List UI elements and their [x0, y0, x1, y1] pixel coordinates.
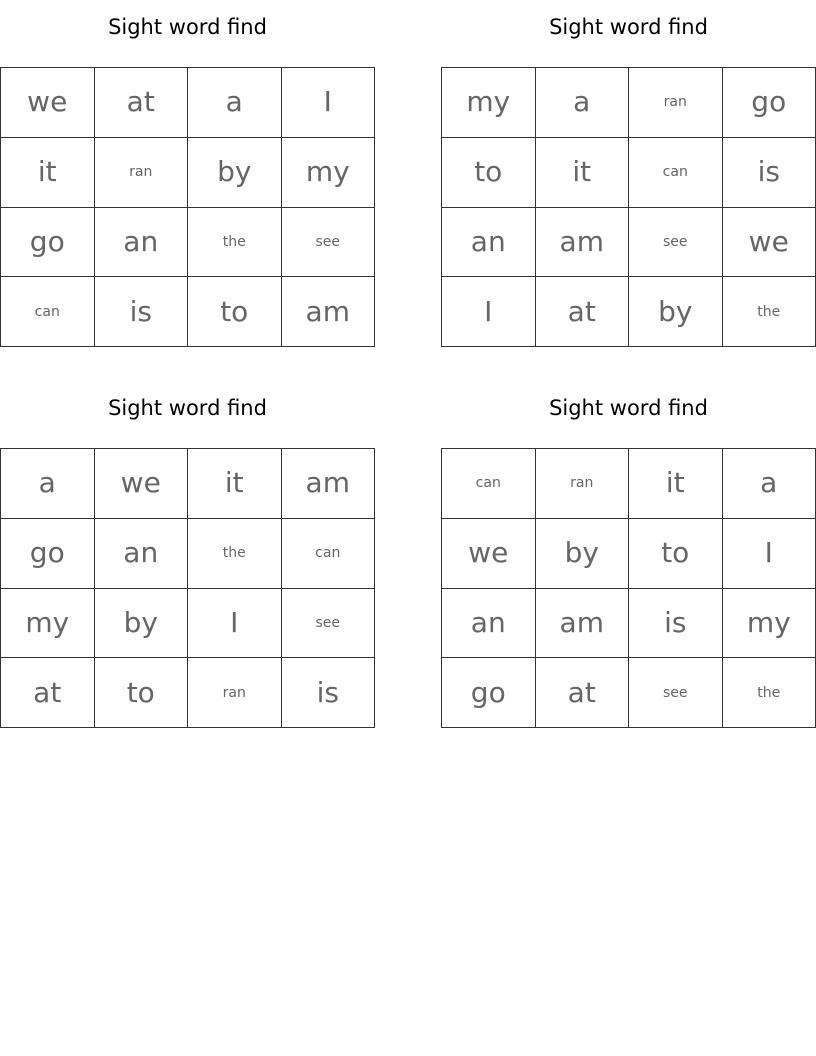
card-title: Sight word find — [108, 396, 267, 420]
word-cell: ran — [629, 68, 723, 138]
word-cell: by — [188, 138, 282, 208]
word-cell: to — [188, 277, 282, 347]
word-cell: we — [723, 208, 816, 278]
word-cell: the — [188, 519, 282, 589]
word-cell: see — [629, 658, 723, 728]
word-cell: go — [442, 658, 536, 728]
word-cell: ran — [536, 449, 630, 519]
word-cell: I — [188, 589, 282, 659]
word-cell: can — [442, 449, 536, 519]
word-cell: it — [629, 449, 723, 519]
word-cell: am — [282, 277, 376, 347]
word-cell: a — [188, 68, 282, 138]
word-cell: we — [95, 449, 189, 519]
word-cell: to — [442, 138, 536, 208]
word-cell: by — [536, 519, 630, 589]
word-cell: a — [1, 449, 95, 519]
word-grid — [0, 448, 375, 728]
word-cell: can — [282, 519, 376, 589]
word-cell: an — [442, 208, 536, 278]
word-cell: see — [629, 208, 723, 278]
word-cell: the — [188, 208, 282, 278]
word-cell: an — [95, 519, 189, 589]
word-cell: my — [282, 138, 376, 208]
word-cell: I — [723, 519, 816, 589]
word-cell: it — [536, 138, 630, 208]
word-cell: is — [282, 658, 376, 728]
word-cell: a — [536, 68, 630, 138]
word-cell: see — [282, 589, 376, 659]
word-cell: ran — [95, 138, 189, 208]
word-grid — [441, 448, 816, 728]
word-cell: I — [282, 68, 376, 138]
word-cell: to — [95, 658, 189, 728]
word-cell: is — [95, 277, 189, 347]
word-cell: go — [1, 208, 95, 278]
word-cell: a — [723, 449, 816, 519]
word-cell: at — [536, 277, 630, 347]
word-cell: at — [95, 68, 189, 138]
word-cell: my — [723, 589, 816, 659]
word-cell: to — [629, 519, 723, 589]
word-cell: by — [629, 277, 723, 347]
word-cell: I — [442, 277, 536, 347]
word-cell: is — [723, 138, 816, 208]
word-cell: see — [282, 208, 376, 278]
word-cell: can — [1, 277, 95, 347]
card-title: Sight word find — [549, 15, 708, 39]
word-grid — [441, 67, 816, 347]
word-cell: an — [95, 208, 189, 278]
word-cell: the — [723, 658, 816, 728]
word-cell: go — [723, 68, 816, 138]
word-grid — [0, 67, 375, 347]
word-cell: at — [536, 658, 630, 728]
word-cell: it — [1, 138, 95, 208]
word-cell: is — [629, 589, 723, 659]
word-cell: my — [1, 589, 95, 659]
word-cell: can — [629, 138, 723, 208]
word-cell: go — [1, 519, 95, 589]
word-cell: an — [442, 589, 536, 659]
word-cell: am — [282, 449, 376, 519]
word-cell: my — [442, 68, 536, 138]
word-cell: the — [723, 277, 816, 347]
word-cell: ran — [188, 658, 282, 728]
card-title: Sight word find — [549, 396, 708, 420]
card-title: Sight word find — [108, 15, 267, 39]
word-cell: am — [536, 589, 630, 659]
word-cell: we — [442, 519, 536, 589]
word-cell: at — [1, 658, 95, 728]
word-cell: by — [95, 589, 189, 659]
word-cell: am — [536, 208, 630, 278]
word-cell: it — [188, 449, 282, 519]
word-cell: we — [1, 68, 95, 138]
